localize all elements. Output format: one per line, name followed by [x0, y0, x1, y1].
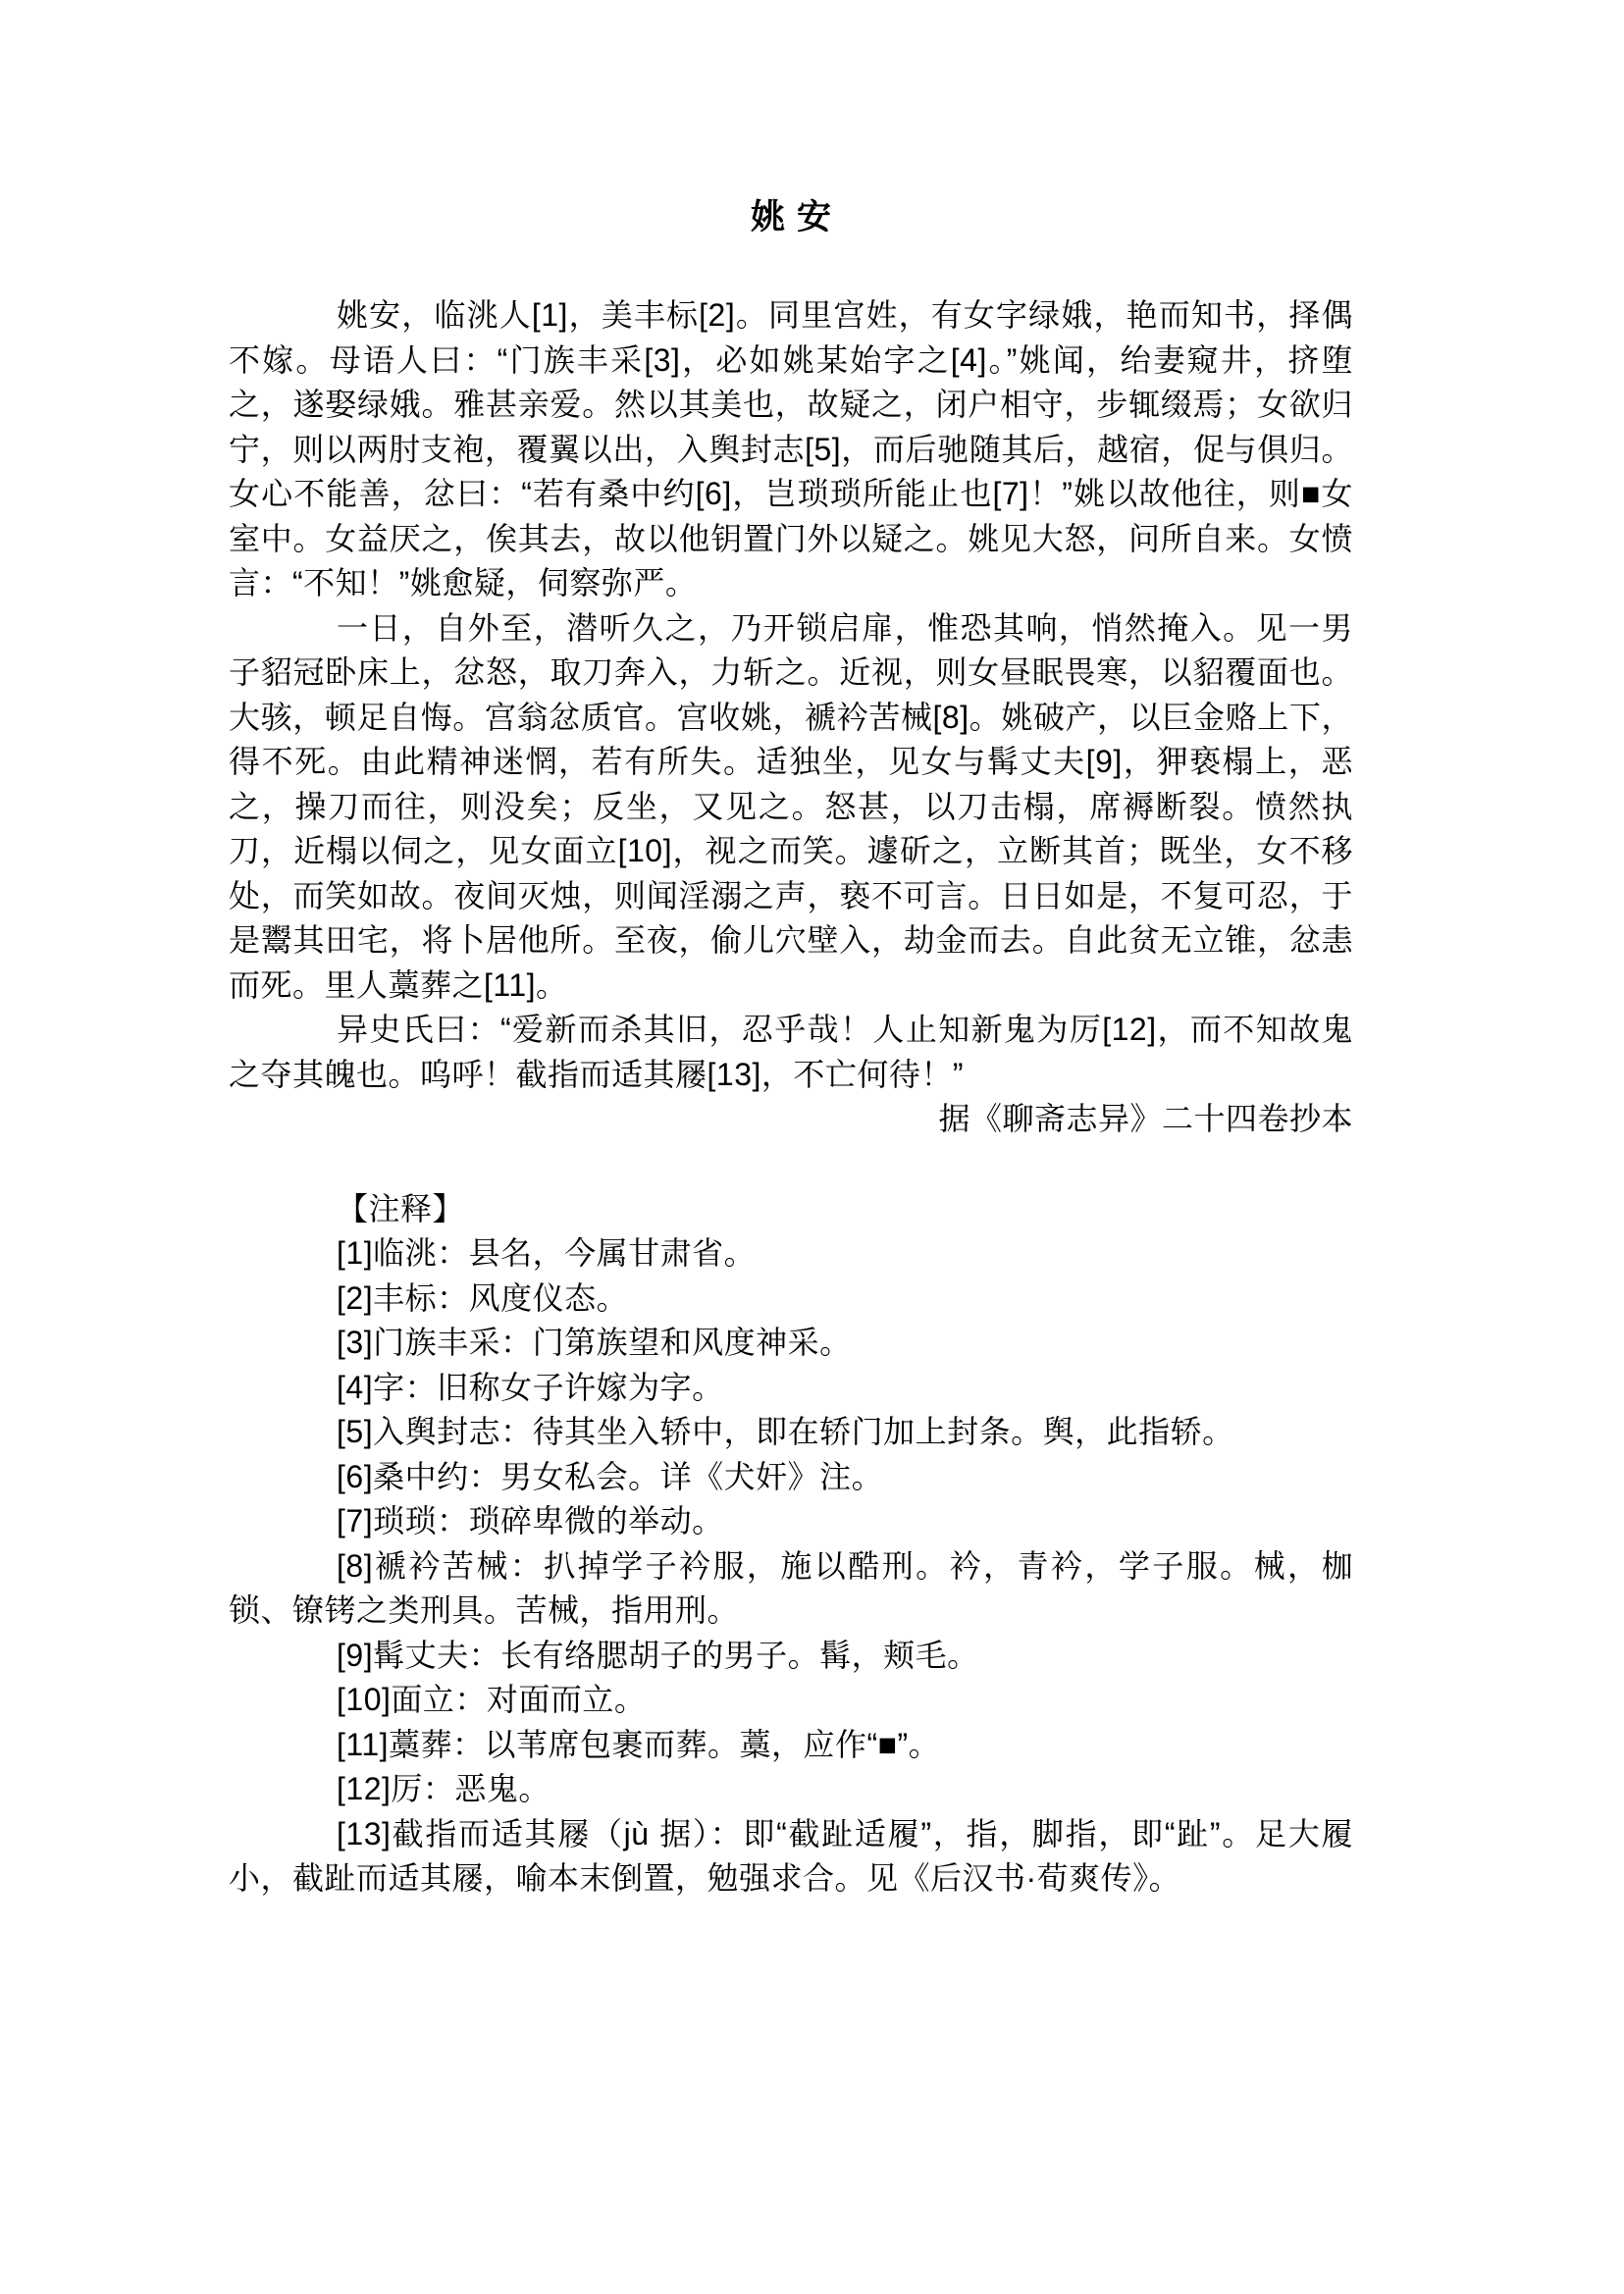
story-paragraph-1: 姚安，临洮人[1]，美丰标[2]。同里宫姓，有女字绿娥，艳而知书，择偶不嫁。母语人曰：“门族丰采[3]，必如姚某始字之[4]。”姚闻，绐妻窥井，挤堕之，遂娶绿娥。雅甚亲爱。然以其美也，故疑之，闭户相守，步辄缀焉；女欲归宁，则以两肘支袍，覆翼以出，入舆封志[5]，而后驰随其后，越宿，促与俱归。女心不能善，忿曰：“若有桑中约[6]，岂琐琐所能止也[7]！”姚以故他往，则■女室中。女益厌之，俟其去，故以他钥置门外以疑之。姚见大怒，问所自来。女愤言：“不知！”姚愈疑，伺察弥严。	[229, 297, 1353, 600]
note-item-2: [2]丰标：风度仪态。	[337, 1279, 629, 1316]
story-paragraph-3: 异史氏曰：“爱新而杀其旧，忍乎哉！人止知新鬼为厉[12]，而不知故鬼之夺其魄也。呜呼！截指而适其屦[13]，不亡何待！”	[229, 1012, 1353, 1092]
note-item-5: [5]入舆封志：待其坐入轿中，即在轿门加上封条。舆，此指轿。	[337, 1414, 1234, 1449]
note-item-3: [3]门族丰采：门第族望和风度神采。	[337, 1325, 852, 1360]
note-item-7: [7]琐琐：琐碎卑微的举动。	[337, 1503, 724, 1538]
notes-section-header: 【注释】	[337, 1190, 465, 1226]
note-item-9: [9]髯丈夫：长有络腮胡子的男子。髯，颊毛。	[337, 1637, 979, 1673]
note-item-1: [1]临洮：县名，今属甘肃省。	[337, 1235, 757, 1271]
document-content	[229, 193, 1353, 1902]
note-item-6: [6]桑中约：男女私会。详《犬奸》注。	[337, 1458, 884, 1494]
note-item-12: [12]厉：恶鬼。	[337, 1771, 550, 1806]
story-paragraph-2: 一日，自外至，潜听久之，乃开锁启扉，惟恐其响，悄然掩入。见一男子貂冠卧床上，忿怒，取刀奔入，力斩之。近视，则女昼眠畏寒，以貂覆面也。大骇，顿足自悔。宫翁忿质官。宫收姚，褫衿苦械[8]。姚破产，以巨金赂上下，得不死。由此精神迷惘，若有所失。适独坐，见女与髯丈夫[9]，狎亵榻上，恶之，操刀而往，则没矣；反坐，又见之。怒甚，以刀击榻，席褥断裂。愤然执刀，近榻以伺之，见女面立[10]，视之而笑。遽斫之，立断其首；既坐，女不移处，而笑如故。夜间灭烛，则闻淫溺之声，亵不可言。日日如是，不复可忍，于是鬻其田宅，将卜居他所。至夜，偷儿穴壁入，劫金而去。自此贫无立锥，忿恚而死。里人藁葬之[11]。	[229, 609, 1353, 1003]
note-item-8: [8]褫衿苦械：扒掉学子衿服，施以酷刑。衿，青衿，学子服。械，枷锁、镣铐之类刑具。苦械，指用刑。	[229, 1547, 1353, 1628]
page-title: 姚安	[750, 198, 843, 236]
note-item-11: [11]藁葬：以苇席包裹而葬。藁，应作“■”。	[337, 1726, 941, 1762]
note-item-10: [10]面立：对面而立。	[337, 1682, 647, 1717]
source-attribution: 据《聊斋志异》二十四卷抄本	[938, 1101, 1353, 1136]
note-item-13: [13]截指而适其屦（jù 据）：即“截趾适履”，指，脚指，即“趾”。足大履小，截趾而适其屦，喻本末倒置，勉强求合。见《后汉书·荀爽传》。	[229, 1815, 1353, 1896]
note-item-4: [4]字：旧称女子许嫁为字。	[337, 1369, 724, 1405]
